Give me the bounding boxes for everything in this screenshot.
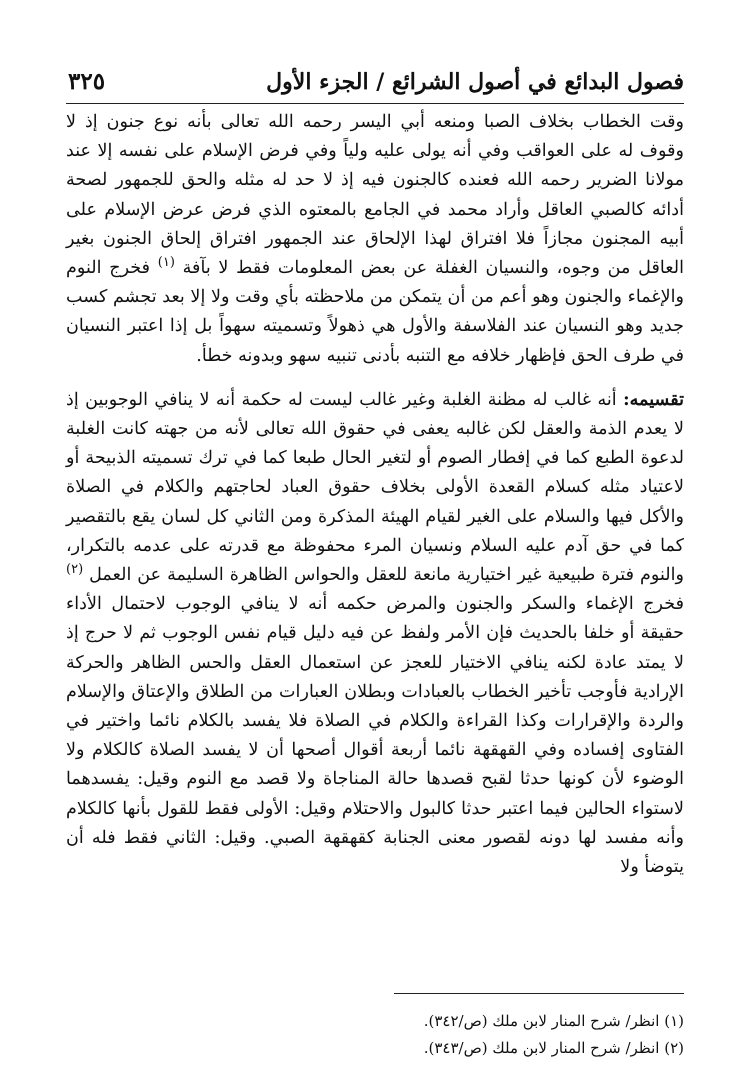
footnote-ref-2: (٢) bbox=[66, 562, 84, 578]
footnote-rule bbox=[394, 993, 684, 994]
footnote-1: (١) انظر/ شرح المنار لابن ملك (ص/٣٤٢). bbox=[423, 1012, 684, 1030]
paragraph-text: فخرج النوم والإغماء والجنون وهو أعم من أن يتمكن من ملاحظته بأي وقت ولا إلا بعد تجشم كسب جديد وهو النسيان عند الفلاسفة والأول هي ذهولاً وتسميته سهواً بل إذا اعتبر النسيان في طرف الحق فإظهار خلافه مع التنبه بأدنى تنبيه سهو وبدونه خطأ. bbox=[66, 258, 684, 366]
paragraph-text: فخرج الإغماء والسكر والجنون والمرض حكمه أنه لا ينافي الوجوب لاحتمال الأداء حقيقة أو خلفا بالحديث فإن الأمر ولفظ عن فيه دليل قيام نفس الوجوب ثم لا حرج إذ لا يمتد عادة لكنه ينافي الاختيار للعجز عن استعمال العقل والحس الظاهر والحركة الإرادية فأوجب تأخير الخطاب بالعبادات وبطلان العبارات من الطلاق والإعتاق والإسلام والردة والإقرارات وكذا القراءة والكلام في الصلاة فلا يفسد بالكلام نائما واختير في الفتاوى إفساده وفي القهقهة نائما أربعة أقوال أصحها أن لا يفسد الصلاة كالكلام ولا الوضوء لأن كونها حدثا لقبح قصدها حالة المناجاة ولا قصد مع النوم وقيل: يفسدهما لاستواء الحالين فيما اعتبر حدثا كالبول والاحتلام وقيل: الأولى فقط للقول بأنها كالكلام وأنه مفسد لها دونه لقصور معنى الجنابة كقهقهة الصبي. وقيل: الثاني فقط فله أن يتوضأ ولا bbox=[66, 594, 684, 878]
page-header bbox=[68, 58, 684, 98]
footnote-ref-1: (١) bbox=[157, 255, 175, 271]
paragraph-text: أنه غالب له مظنة الغلبة وغير غالب ليست له حكمة أنه لا ينافي الوجوبين إذ لا يعدم الذمة والعقل لكن غالبه يعفى في حقوق الله تعالى لأنه من جهته كانت الغلبة لدعوة الطبع كما في إفطار الصوم أو لتغير الحال طبعا كما في ترك تسميته الذبيحة أو لاعتياد مثله كسلام القعدة الأولى بخلاف حقوق العباد لحاجتهم والكلام في الصلاة والأكل فيها والسلام على الغير لقيام الهيئة المذكرة ومن الثاني كل لسان يقع بالتقصير كما في حق آدم عليه السلام ونسيان المرء محفوظة مع قدرته على عدمه بالتكرار، والنوم فترة طبيعية غير اختيارية مانعة للعقل والحواس الظاهرة السليمة عن العمل bbox=[66, 389, 684, 586]
paragraph-2 bbox=[66, 385, 684, 882]
footnote-2: (٢) انظر/ شرح المنار لابن ملك (ص/٣٤٣). bbox=[423, 1039, 684, 1057]
footnotes bbox=[66, 1008, 684, 1062]
header-rule bbox=[66, 103, 684, 104]
paragraph-text: وقت الخطاب بخلاف الصبا ومنعه أبي اليسر رحمه الله تعالى بأنه نوع جنون إذ لا وقوف له على العواقب وفي أنه يولى عليه ولياً وفي فرض الإسلام على نفسه إلا عند مولانا الضرير رحمه الله فعنده كالجنون فيه إذ لا حد له مثله والحق للجمهور لصحة أدائه كالصبي العاقل وأراد محمد في الجامع بالمعتوه الذي فرض عرض الإسلام على أبيه المجنون مجازاً فلا افتراق لهذا الإلحاق عند الجمهور افتراق إلحاق الجنون بغير العاقل من وجوه، والنسيان الغفلة عن بعض المعلومات فقط لا بآفة bbox=[66, 112, 684, 279]
section-heading: تقسيمه: bbox=[623, 388, 684, 410]
main-text bbox=[66, 108, 684, 882]
running-title: فصول البدائع في أصول الشرائع / الجزء الأول bbox=[266, 69, 684, 95]
paragraph-1 bbox=[66, 108, 684, 371]
page-number: ٣٢٥ bbox=[68, 68, 106, 95]
